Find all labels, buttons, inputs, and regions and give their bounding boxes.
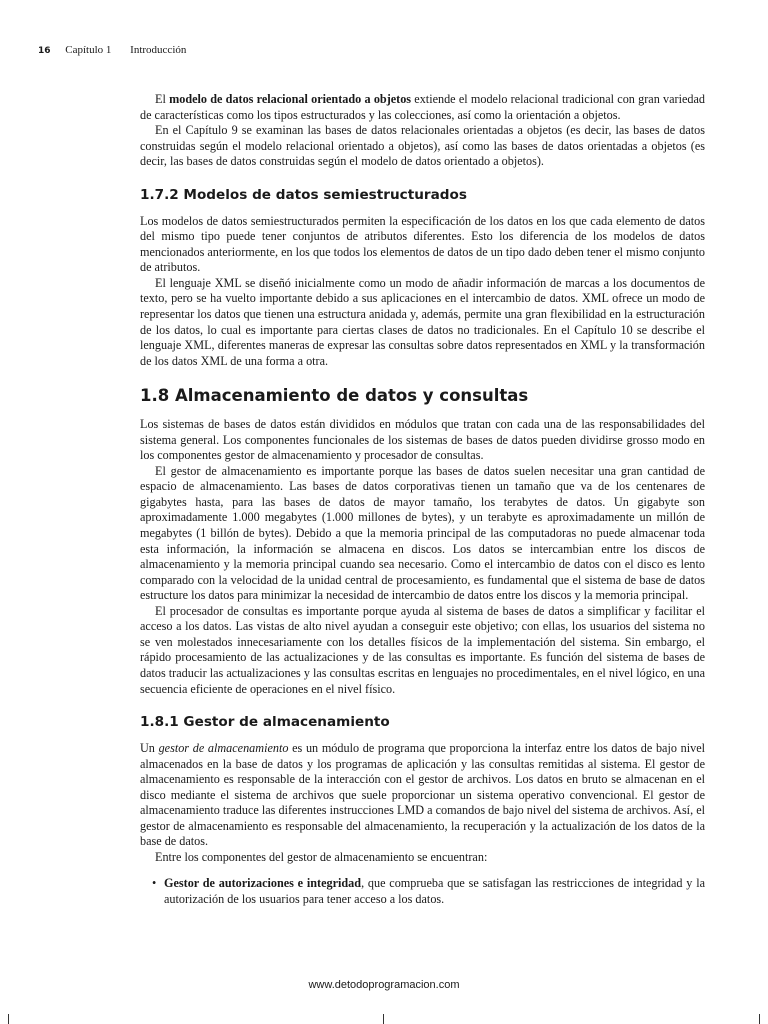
intro-paragraph-1: El modelo de datos relacional orientado a objetos extiende el modelo relacional tradicional con gran variedad de características como los tipos estructurados y las colecciones, así como la orientación a objetos. <box>140 92 705 122</box>
page-body <box>140 92 705 908</box>
section-heading-1-8: 1.8 Almacenamiento de datos y consultas <box>140 386 529 406</box>
paragraph: Los modelos de datos semiestructurados permiten la especificación de los datos en los que cada elemento de datos del mismo tipo puede tener conjuntos de atributos diferentes. Esto los diferencia de los modelos de datos mencionados anteriormente, en los que todos los elementos de datos de un tipo dado deben tener el mismo conjunto de atributos. <box>140 213 705 275</box>
section-heading-1-7-2: 1.7.2 Modelos de datos semiestructurados <box>140 186 467 203</box>
chapter-title: Introducción <box>130 44 187 56</box>
paragraph: Un gestor de almacenamiento es un módulo de programa que proporciona la interfaz entre los datos de bajo nivel almacenados en la base de datos y los programas de aplicación y las consultas remitidas al sistema. El gestor de almacenamiento es responsable de la interacción con el gestor de archivos. Los datos en bruto se almacenan en el disco mediante el sistema de archivos que suele proporcionar un sistema operativo convencional. El gestor de almacenamiento traduce las diferentes instrucciones LMD a comandos de bajo nivel del sistema de archivos. Así, el gestor de almacenamiento es responsable del almacenamiento, la recuperación y la actualización de los datos de la base de datos. <box>140 741 705 849</box>
bold-term: Gestor de autorizaciones e integridad <box>164 876 362 891</box>
page-number: 16 <box>38 46 51 56</box>
paragraph: El procesador de consultas es importante porque ayuda al sistema de bases de datos a simplificar y facilitar el acceso a los datos. Las vistas de alto nivel ayudan a conseguir este objetivo; con ellas, los usuarios del sistema no se ven molestados innecesariamente con los detalles físicos de la implementación del sistema. Sin embargo, el rápido procesamiento de las actualizaciones y de las consultas es importante. Es función del sistema de bases de datos traducir las actualizaciones y las consultas escritas en lenguajes no procedimentales, en el nivel lógico, en una secuencia eficiente de operaciones en el nivel físico. <box>140 603 705 696</box>
crop-mark <box>759 1014 760 1024</box>
section-heading-1-8-1: 1.8.1 Gestor de almacenamiento <box>140 714 390 731</box>
paragraph: El gestor de almacenamiento es importante porque las bases de datos suelen necesitar una gran cantidad de espacio de almacenamiento. Las bases de datos corporativas tienen un tamaño que va de los centenares de gigabytes hasta, para las bases de datos de mayor tamaño, los terabytes de datos. Un gigabyte son aproximadamente 1.000 megabytes (1.000 millones de bytes), y un terabyte es aproximadamente un millón de megabytes (1 billón de bytes). Debido a que la memoria principal de las computadoras no puede almacenar toda esta información, la información se almacena en discos. Los datos se intercambian entre los discos de almacenamiento y la memoria principal cuando sea necesario. Como el intercambio de datos con el disco es lento comparado con la velocidad de la unidad central de procesamiento, es fundamental que el sistema de base de datos estructure los datos para minimizar la necesidad de intercambio de datos entre los discos y la memoria principal. <box>140 463 705 603</box>
italic-term: gestor de almacenamiento <box>158 741 289 756</box>
crop-mark <box>8 1014 9 1024</box>
paragraph: Entre los componentes del gestor de almacenamiento se encuentran: <box>155 849 488 864</box>
bullet-list <box>140 876 705 907</box>
intro-paragraph-2: En el Capítulo 9 se examinan las bases de datos relacionales orientadas a objetos (es decir, las bases de datos construidas según el modelo relacional orientado a objetos), así como las bases de datos orientadas a objetos (es decir, las bases de datos construidas según el modelo de datos orientado a objetos). <box>140 123 705 169</box>
chapter-label: Capítulo 1 <box>65 44 112 56</box>
crop-mark <box>383 1014 384 1024</box>
bullet-icon: • <box>152 876 157 891</box>
list-item: • Gestor de autorizaciones e integridad, que comprueba que se satisfagan las restricciones de integridad y la autorización de los usuarios para tener acceso a los datos. <box>152 876 705 906</box>
bold-term: modelo de datos relacional orientado a objetos <box>169 92 412 106</box>
paragraph: Los sistemas de bases de datos están divididos en módulos que tratan con cada una de las responsabilidades del sistema general. Los componentes funcionales de los sistemas de bases de datos pueden dividirse grosso modo en los componentes gestor de almacenamiento y procesador de consultas. <box>140 417 705 463</box>
footer-url: www.detodoprogramacion.com <box>308 979 460 991</box>
running-header <box>38 44 186 56</box>
paragraph: El lenguaje XML se diseñó inicialmente como un modo de añadir información de marcas a los documentos de texto, pero se ha vuelto importante debido a sus aplicaciones en el intercambio de datos. XML ofrece un modo de representar los datos que tienen una estructura anidada y, además, permite una gran flexibilidad en la estructuración de los datos, lo cual es importante para ciertas clases de datos no tradicionales. En el Capítulo 10 se describe el lenguaje XML, diferentes maneras de expresar las consultas sobre datos representados en XML y la transformación de los datos XML de una forma a otra. <box>140 275 705 368</box>
